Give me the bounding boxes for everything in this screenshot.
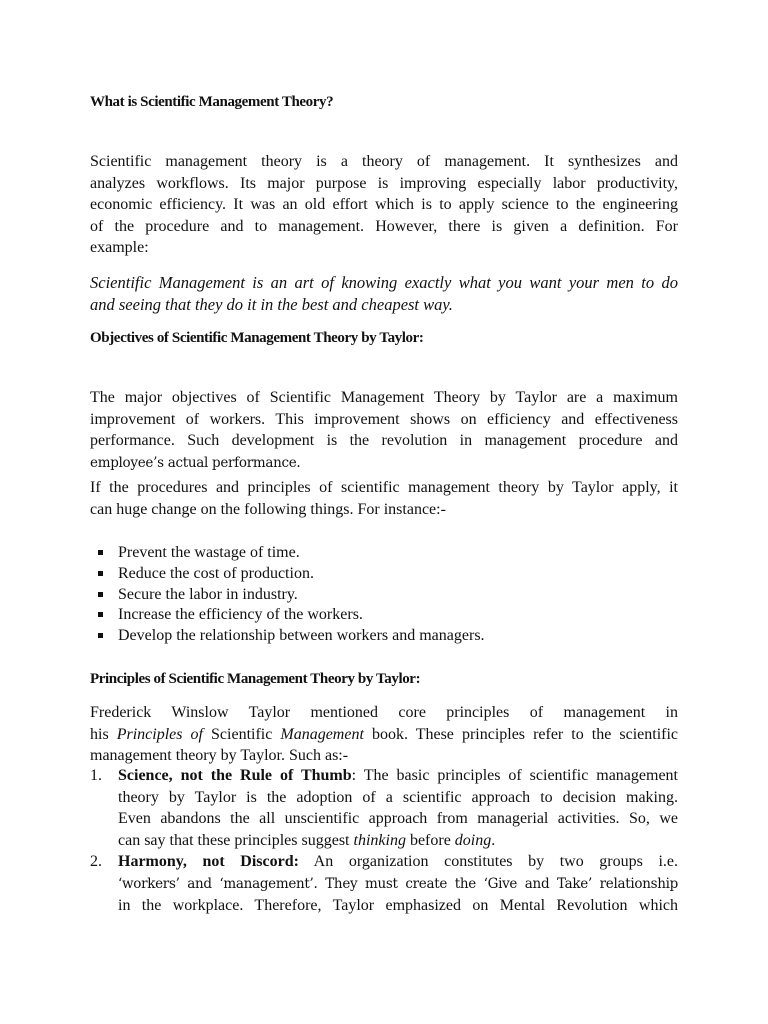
text-line [90, 702, 678, 724]
text-segment: of the procedure and to management. However, there is given a definition. For [90, 217, 678, 235]
italic-text: doing [454, 831, 492, 849]
text-segment: Frederick Winslow Taylor mentioned core principles of management in [90, 704, 678, 721]
text-line [90, 194, 678, 216]
text-line [90, 724, 678, 746]
text-segment: The major objectives of Scientific Management Theory by Taylor are a maximum [90, 389, 678, 406]
bullet-item: Prevent the wastage of time. [98, 542, 485, 563]
paragraph-objectives [90, 387, 678, 473]
italic-text: Principles of [116, 725, 212, 743]
text-line [90, 430, 678, 452]
text-segment: management theory by Taylor. Such as:- [90, 747, 349, 765]
text-segment: example: [90, 239, 149, 257]
text-segment: Even abandons the all unscientific approach from managerial activities. So, we [118, 810, 678, 828]
bold-text: Science, not the Rule of Thumb [118, 767, 352, 784]
bullet-item: Secure the labor in industry. [98, 584, 485, 605]
text-line [118, 808, 678, 830]
text-segment: in the workplace. Therefore, Taylor emphasized on Mental Revolution which [118, 896, 678, 914]
paragraph-principles [90, 702, 678, 767]
quote-definition [90, 272, 678, 315]
text-line [90, 477, 678, 499]
text-line [90, 294, 678, 316]
heading-objectives: Objectives of Scientific Management Theory by Taylor: [90, 330, 424, 346]
text-segment: and seeing that they do it in the best and cheapest way. [90, 294, 453, 314]
text-line [90, 452, 678, 474]
numbered-item [90, 851, 678, 916]
text-line [118, 787, 678, 809]
bullet-item: Develop the relationship between workers and managers. [98, 625, 485, 646]
text-line [90, 173, 678, 195]
italic-text: thinking [353, 831, 406, 849]
text-line [90, 499, 678, 521]
bold-text: Harmony, not Discord: [118, 853, 299, 871]
text-segment: analyzes workflows. Its major purpose is improving especially labor productivity, [90, 174, 678, 192]
italic-text: Management [280, 725, 364, 743]
item-number: 2. [90, 853, 102, 871]
text-segment: economic efficiency. It was an old effort which is to apply science to the engineering [90, 196, 678, 214]
bullet-item: Increase the efficiency of the workers. [98, 604, 485, 625]
paragraph-instance [90, 477, 678, 520]
text-segment: . [491, 831, 496, 849]
text-line [90, 387, 678, 409]
text-segment: theory by Taylor is the adoption of a scientific approach to decision making. [118, 788, 678, 806]
text-segment: Scientific [211, 725, 281, 743]
text-segment: An organization constitutes by two groups i.e. [298, 853, 679, 871]
text-line [90, 745, 678, 767]
numbered-list [90, 765, 678, 916]
text-segment: employee’s actual performance. [90, 454, 301, 471]
text-line [118, 765, 678, 787]
text-segment: : The basic principles of scientific management [351, 767, 678, 784]
bullet-item: Reduce the cost of production. [98, 563, 485, 584]
text-line [90, 409, 678, 431]
heading-what-is: What is Scientific Management Theory? [90, 94, 334, 110]
text-segment: can say that these principles suggest [118, 831, 354, 849]
text-line [90, 216, 678, 238]
text-segment: improvement of workers. This improvement shows on efficiency and effectiveness [90, 410, 678, 428]
bullet-list [98, 542, 485, 646]
text-line [90, 237, 678, 259]
text-segment: can huge change on the following things. For instance:- [90, 500, 446, 518]
text-segment: his [90, 725, 117, 743]
paragraph-intro [90, 151, 678, 259]
text-segment: If the procedures and principles of scientific management theory by Taylor apply, it [90, 479, 678, 496]
text-line [90, 151, 678, 173]
item-number: 1. [90, 767, 102, 784]
text-line [118, 851, 678, 873]
heading-principles: Principles of Scientific Management Theory by Taylor: [90, 671, 421, 687]
text-segment: before [405, 831, 455, 849]
numbered-item [90, 765, 678, 851]
text-segment: Scientific management theory is a theory of management. It synthesizes and [90, 153, 678, 170]
text-segment: performance. Such development is the revolution in management procedure and [90, 432, 678, 450]
text-line [118, 830, 678, 852]
text-segment: book. These principles refer to the scientific [363, 725, 679, 743]
text-line [118, 873, 678, 895]
text-segment: ‘workers’ and ‘management’. They must create the ‘Give and Take’ relationship [118, 875, 678, 892]
text-line [118, 895, 678, 917]
text-segment: Scientific Management is an art of knowing exactly what you want your men to do [90, 273, 678, 292]
text-line [90, 272, 678, 294]
